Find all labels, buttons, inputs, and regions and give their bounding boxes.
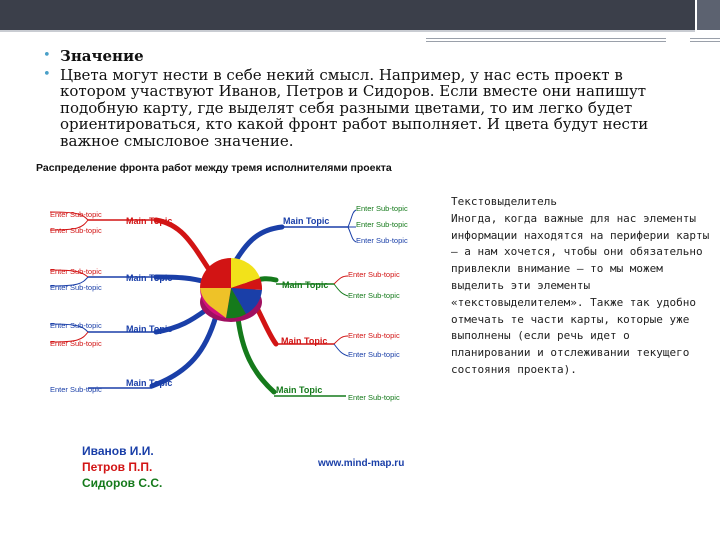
main-topic-label: Main Topic: [126, 273, 173, 283]
divider-line: [426, 38, 666, 39]
bullet-item: [40, 48, 680, 65]
sub-topic-label: Enter Sub-topic: [50, 283, 102, 292]
sub-topic-label: Enter Sub-topic: [50, 385, 102, 394]
note-title: Текстовыделитель: [451, 195, 557, 208]
bullet-dot-icon: •: [43, 48, 51, 63]
mind-map-diagram: [30, 160, 450, 440]
highlighter-note: [451, 194, 713, 379]
sub-topic-label: Enter Sub-topic: [348, 331, 400, 340]
main-topic-label: Main Topic: [276, 385, 323, 395]
top-bar-dark: [0, 0, 695, 30]
sub-topic-label: Enter Sub-topic: [50, 210, 102, 219]
note-body: Иногда, когда важные для нас элементы информации находятся на периферии карты – а нам хочется, чтобы они обязательно привлекли внимание – то мы можем выделить эти элементы «текстовыделителем». Также так удобно отмечать те части карты, которые уже выполнены (если речь идет о планировании и отслеживании текущего состояния проекта).: [451, 211, 710, 376]
person-ivanov: Иванов И.И.: [82, 444, 154, 458]
bullet-heading: Значение: [60, 48, 144, 65]
website-label: www.mind-map.ru: [318, 458, 405, 469]
sub-topic-label: Enter Sub-topic: [356, 236, 408, 245]
sub-topic-label: Enter Sub-topic: [348, 270, 400, 279]
sub-topic-label: Enter Sub-topic: [50, 267, 102, 276]
bullet-list: [40, 48, 680, 152]
sub-topic-label: Enter Sub-topic: [348, 291, 400, 300]
sub-topic-label: Enter Sub-topic: [50, 226, 102, 235]
main-topic-label: Main Topic: [283, 216, 330, 226]
map-title: Распределение фронта работ между тремя исполнителями проекта: [36, 162, 392, 174]
person-petrov: Петров П.П.: [82, 460, 153, 474]
sub-topic-label: Enter Sub-topic: [50, 321, 102, 330]
main-topic-label: Main Topic: [126, 324, 173, 334]
sub-topic-label: Enter Sub-topic: [356, 204, 408, 213]
mind-map-image: [30, 160, 450, 500]
sub-topic-label: Enter Sub-topic: [348, 393, 400, 402]
top-decoration: [0, 0, 720, 32]
people-legend: [82, 443, 162, 491]
person-sidorov: Сидоров С.С.: [82, 476, 163, 490]
sub-topic-label: Enter Sub-topic: [348, 350, 400, 359]
main-topic-label: Main Topic: [281, 336, 328, 346]
divider-line: [690, 41, 720, 42]
bullet-item: [40, 67, 680, 150]
main-topic-label: Main Topic: [126, 216, 173, 226]
top-bar-stripe: [0, 30, 695, 32]
divider-line: [690, 38, 720, 39]
sub-topic-label: Enter Sub-topic: [356, 220, 408, 229]
sub-topic-label: Enter Sub-topic: [50, 339, 102, 348]
main-topic-label: Main Topic: [126, 378, 173, 388]
bullet-text: Цвета могут нести в себе некий смысл. Например, у нас есть проект в котором участвуют Иванов, Петров и Сидоров. Если вместе они напишут подобную карту, где выделят себя разными цветами, то им легко будет ориентироваться, кто какой фронт работ выполняет. И цвета будут нести важное смысловое значение.: [60, 65, 649, 150]
main-topic-label: Main Topic: [282, 280, 329, 290]
divider-line: [426, 41, 666, 42]
bullet-dot-icon: •: [43, 66, 51, 82]
top-bar-right: [697, 0, 720, 30]
